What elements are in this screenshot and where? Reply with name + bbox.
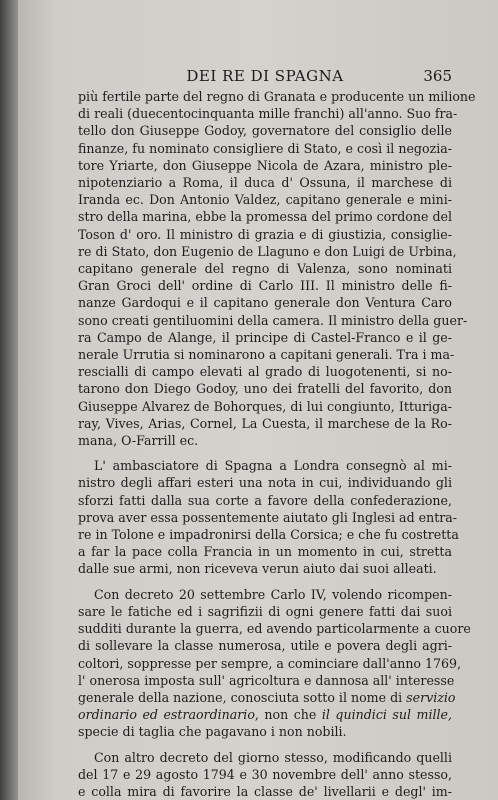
text-line: Toson d' oro. Il ministro di grazia e di giustizia, consiglie-: [78, 226, 452, 242]
text-line: nipotenziario a Roma, il duca d' Ossuna, il marchese di: [78, 175, 452, 191]
text-line: dalle sue armi, non riceveva verun aiuto dai suoi alleati.: [78, 561, 437, 577]
page-number: 365: [423, 67, 452, 85]
text-segment: , non che: [254, 707, 317, 723]
text-line: sforzi fatti dalla sua corte a favore della confederazione,: [78, 492, 452, 508]
text-line: del 17 e 29 agosto 1794 e 30 novembre dell' anno stesso,: [78, 766, 452, 782]
text-line: Con altro decreto del giorno stesso, modificando quelli: [94, 749, 452, 765]
italic-text: ordinario ed: [78, 707, 158, 723]
text-line: ra Campo de Alange, il principe di Castel-Franco e il ge-: [78, 329, 452, 345]
text-line: nerale Urrutia si nominarono a capitani generali. Tra i ma-: [78, 347, 455, 363]
paragraph-gap: [78, 578, 452, 586]
text-line: prova aver essa possentemente aiutato gli Inglesi ad entra-: [78, 509, 458, 525]
text-line: capitano generale del regno di Valenza, sono nominati: [78, 261, 452, 277]
text-line: tello don Giuseppe Godoy, governatore del consiglio delle: [78, 123, 452, 139]
paragraph-gap: [78, 741, 452, 749]
italic-text: servizio: [406, 689, 456, 705]
text-line: [78, 706, 452, 723]
text-line: stro della marina, ebbe la promessa del primo cordone del: [78, 209, 452, 225]
text-line: re di Stato, don Eugenio de Llaguno e don Luigi de Urbina,: [78, 243, 457, 259]
text-line: mana, O-Farrill ec.: [78, 433, 199, 449]
text-line: più fertile parte del regno di Granata e producente un milione: [78, 89, 476, 104]
text-line: sare le fatiche ed i sagrifizii di ogni genere fatti dai suoi: [78, 603, 452, 619]
text-line: re in Tolone e impadronirsi della Corsica; e che fu costretta: [78, 527, 459, 543]
text-segment: generale della nazione, conosciuta sotto il nome di: [78, 689, 403, 705]
text-line: tore Yriarte, don Giuseppe Nicola de Azara, ministro ple-: [78, 157, 452, 173]
text-line: sudditi durante la guerra, ed avendo particolarmente a cuore: [78, 621, 471, 637]
text-line: e colla mira di favorire la classe de' livellarii e degl' im-: [78, 783, 452, 799]
body-text: [78, 88, 476, 800]
text-line: rescialli di campo elevati al grado di luogotenenti, si no-: [78, 364, 452, 380]
italic-text: il quindici sul mille,: [321, 707, 452, 723]
text-line: [78, 689, 456, 706]
running-head: DEI RE DI SPAGNA: [186, 67, 344, 85]
text-line: tarono don Diego Godoy, uno dei fratelli del favorito, don: [78, 381, 452, 397]
text-line: specie di taglia che pagavano i non nobili.: [78, 724, 347, 740]
page-header: [78, 67, 452, 85]
text-line: coltori, soppresse per sempre, a cominciare dall'anno 1769,: [78, 655, 462, 671]
text-line: Giuseppe Alvarez de Bohorques, di lui congiunto, Itturiga-: [78, 398, 452, 414]
text-line: a far la pace colla Francia in un momento in cui, stretta: [78, 544, 452, 560]
text-line: finanze, fu nominato consigliere di Stato, e così il negozia-: [78, 140, 452, 156]
text-line: di sollevare la classe numerosa, utile e povera degli agri-: [78, 638, 452, 654]
book-page: [18, 0, 498, 800]
text-line: Con decreto 20 settembre Carlo IV, volendo ricompen-: [94, 586, 452, 602]
text-line: nanze Gardoqui e il capitano generale don Ventura Caro: [78, 295, 452, 311]
text-line: l' onerosa imposta sull' agricoltura e dannosa all' interesse: [78, 672, 455, 688]
text-line: sono creati gentiluomini della camera. Il ministro della guer-: [78, 312, 468, 328]
text-line: di reali (duecentocinquanta mille franchi) all'anno. Suo fra-: [78, 106, 458, 122]
italic-text: estraordinario: [163, 707, 255, 723]
text-line: Gran Groci dell' ordine di Carlo III. Il ministro delle fi-: [78, 278, 452, 294]
text-line: Iranda ec. Don Antonio Valdez, capitano generale e mini-: [78, 192, 452, 208]
paragraph-gap: [78, 449, 452, 457]
text-line: nistro degli affari esteri una nota in cui, individuando gli: [78, 475, 452, 491]
text-line: ray, Vives, Arias, Cornel, La Cuesta, il marchese de la Ro-: [78, 415, 452, 431]
text-line: L' ambasciatore di Spagna a Londra consegnò al mi-: [94, 458, 452, 474]
